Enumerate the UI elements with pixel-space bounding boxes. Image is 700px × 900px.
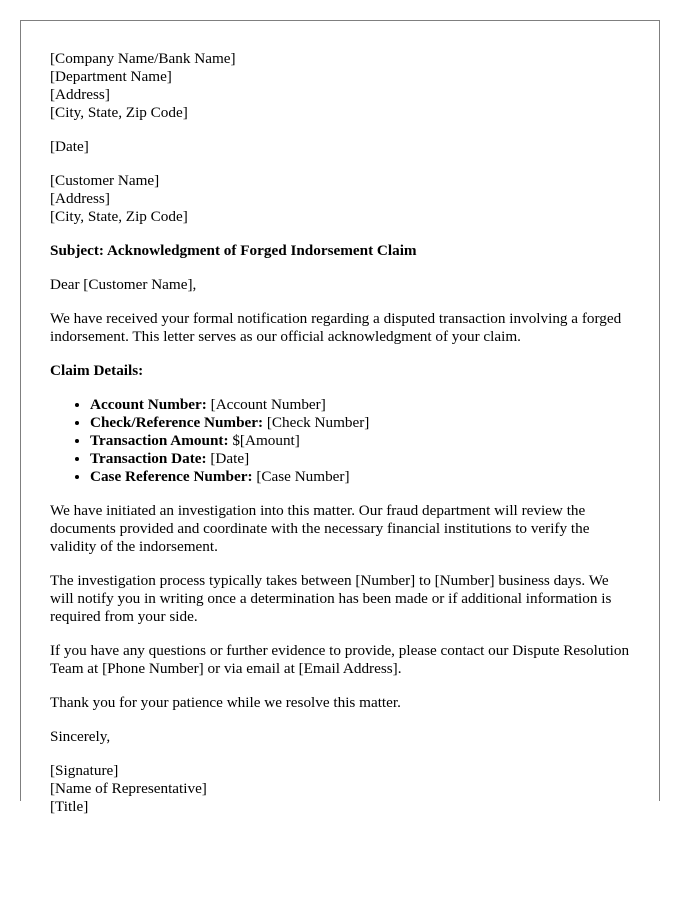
claim-detail-label: Check/Reference Number: [90,414,264,431]
claim-detail-value: [Check Number] [263,414,370,431]
representative-name: [Name of Representative] [50,780,207,797]
claim-detail-item [90,414,635,432]
claim-detail-value: [Date] [206,450,250,467]
recipient-name: [Customer Name] [50,172,160,189]
claim-details-list [50,396,635,486]
salutation: Dear [Customer Name], [50,276,197,293]
claim-detail-label: Transaction Date: [90,450,207,467]
claim-detail-item [90,468,635,486]
representative-title: [Title] [50,798,89,815]
claim-detail-item [90,450,635,468]
claim-detail-item [90,396,635,414]
claim-detail-label: Case Reference Number: [90,468,253,485]
claim-detail-value: [Account Number] [206,396,326,413]
contact-paragraph: If you have any questions or further evidence to provide, please contact our Dispute Resolution Team at [Phone Number] or via email at [Email Address]. [50,642,630,677]
sender-department: [Department Name] [50,68,172,85]
letter-body [50,50,635,832]
intro-paragraph: We have received your formal notification regarding a disputed transaction involving a forged indorsement. This letter serves as our official acknowledgment of your claim. [50,310,622,345]
recipient-address: [Address] [50,190,110,207]
timeline-paragraph: The investigation process typically takes between [Number] to [Number] business days. We will notify you in writing once a determination has been made or if additional information is required from your side. [50,572,612,625]
thanks-paragraph: Thank you for your patience while we resolve this matter. [50,694,401,711]
claim-detail-value: [Case Number] [252,468,350,485]
claim-details-heading: Claim Details: [50,362,144,379]
date-text: [Date] [50,138,89,155]
claim-detail-item [90,432,635,450]
claim-detail-label: Account Number: [90,396,207,413]
letter-subject: Subject: Acknowledgment of Forged Indorsement Claim [50,242,417,259]
claim-detail-value: $[Amount] [228,432,300,449]
signature-placeholder: [Signature] [50,762,119,779]
recipient-address-block [50,172,635,226]
investigation-paragraph: We have initiated an investigation into this matter. Our fraud department will review the documents provided and coordinate with the necessary financial institutions to verify the validity of the indorsement. [50,502,590,555]
sender-city-state-zip: [City, State, Zip Code] [50,104,188,121]
claim-detail-label: Transaction Amount: [90,432,229,449]
signature-block [50,762,635,816]
closing: Sincerely, [50,728,111,745]
sender-company: [Company Name/Bank Name] [50,50,236,67]
sender-address-block [50,50,635,122]
sender-address: [Address] [50,86,110,103]
letter-page [20,20,660,815]
recipient-city-state-zip: [City, State, Zip Code] [50,208,188,225]
letter-date [50,138,635,156]
